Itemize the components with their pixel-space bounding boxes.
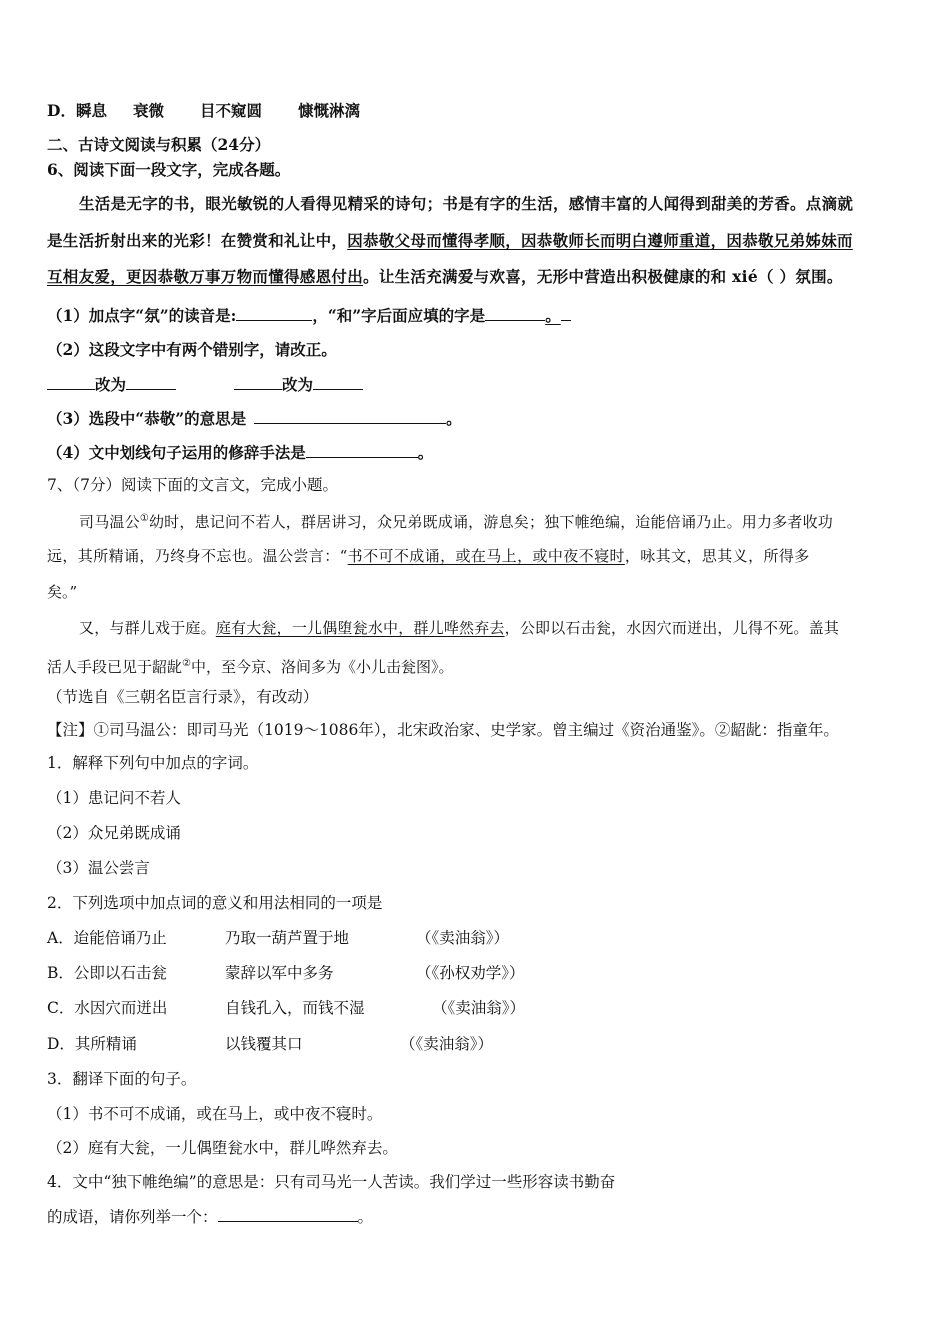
choice-option-b[interactable] <box>47 962 525 984</box>
text-span: 。让生活充满爱与欢喜，无形中营造出积极健康的和 xié（ ）氛围。 <box>363 267 843 286</box>
underlined-sentence: 互相友爱，更因恭敬万事万物而懂得感恩付出 <box>47 267 364 286</box>
change-label: 改为 <box>95 375 127 394</box>
text-span: ，咏其文，思其义，所得多 <box>624 547 810 565</box>
punct: 。 <box>545 306 561 325</box>
prev-option-d <box>47 100 360 122</box>
text-span: 幼时，患记问不若人，群居讲习，众兄弟既成诵，游息矣；独下帷绝编，迨能倍诵乃止。用力多者收功 <box>148 513 833 531</box>
option-source: （《卖油翁》） <box>432 999 526 1017</box>
option-source: （《孙权劝学》） <box>416 964 525 982</box>
answer-blank[interactable] <box>485 304 545 321</box>
option-d-label: D．瞬息 <box>47 101 107 120</box>
option-left: B．公即以石击瓮 <box>47 964 167 982</box>
section-title: 二、古诗文阅读与积累（24分） <box>47 135 271 154</box>
q6-paragraph-line <box>47 230 853 252</box>
footnote-mark: ② <box>182 658 191 669</box>
answer-blank[interactable] <box>313 373 363 390</box>
choice-option-a[interactable] <box>47 927 509 949</box>
answer-blank[interactable] <box>561 304 571 321</box>
sub-question-1: 1．解释下列句中加点的字词。 <box>47 754 259 772</box>
underlined-sentence: 书不可不成诵，或在马上，或中夜不寝时 <box>347 547 625 565</box>
text-span: 是生活折射出来的光彩！在赞赏和礼让中， <box>47 231 348 250</box>
q6-sub-4 <box>47 441 433 464</box>
q7-text-line: 矣。” <box>47 583 78 601</box>
choice-option-d[interactable] <box>47 1033 493 1055</box>
underlined-sentence: 因恭敬父母而懂得孝顺，因恭敬师长而明白遵师重道，因恭敬兄弟姊妹而 <box>347 231 853 250</box>
text-span: 又，与群儿戏于庭。 <box>79 619 216 637</box>
underlined-sentence: 庭有大瓮，一儿偶堕瓮水中，群儿哗然弃去 <box>215 619 505 637</box>
footnote-mark: ① <box>139 513 149 524</box>
option-right: 乃取一葫芦置于地 <box>225 929 350 947</box>
sub-question-text: （4）文中划线句子运用的修辞手法是 <box>47 443 306 462</box>
q7-text-line <box>47 545 810 567</box>
option-right: 以钱覆其口 <box>225 1035 303 1053</box>
question-7-title: 7、（7分）阅读下面的文言文，完成小题。 <box>47 476 338 494</box>
answer-blank[interactable] <box>47 373 95 390</box>
q7-text-line <box>79 617 839 639</box>
text-span: 司马温公 <box>79 513 140 531</box>
q6-paragraph-line: 生活是无字的书，眼光敏锐的人看得见精采的诗句；书是有字的生活，感情丰富的人闻得到甜美的芳香。点滴就 <box>79 194 854 213</box>
q7-text-line <box>79 508 833 533</box>
option-word: 目不窥圆 <box>199 101 262 120</box>
source-citation: （节选自《三朝名臣言行录》，有改动） <box>47 688 319 706</box>
punct: 。 <box>357 1208 374 1226</box>
punct: 。 <box>446 409 462 428</box>
q7-text-line <box>47 653 454 678</box>
answer-blank[interactable] <box>306 441 418 458</box>
sub-question-text: （3）选段中“恭敬”的意思是 <box>47 409 247 428</box>
q6-sub-3 <box>47 407 462 430</box>
q6-sub-1 <box>47 304 571 327</box>
answer-blank[interactable] <box>218 1205 358 1222</box>
option-source: （《卖油翁》） <box>400 1035 494 1053</box>
answer-blank[interactable] <box>254 407 446 424</box>
question-6-title: 6、阅读下面一段文字，完成各题。 <box>47 160 291 179</box>
sub-question-text: 的成语，请你列举一个： <box>47 1208 218 1226</box>
option-left: A．迨能倍诵乃止 <box>47 929 167 947</box>
answer-blank[interactable] <box>234 373 282 390</box>
sub-question-item: （1）书不可不成诵，或在马上，或中夜不寝时。 <box>47 1105 383 1123</box>
answer-blank[interactable] <box>236 304 312 321</box>
q6-paragraph-line <box>47 266 843 288</box>
punct: 。 <box>417 443 434 462</box>
sub-question-item: （2）庭有大瓮，一儿偶堕瓮水中，群儿哗然弃去。 <box>47 1139 398 1157</box>
answer-blank[interactable] <box>126 373 176 390</box>
sub-question-item: （2）众兄弟既成诵 <box>47 824 181 842</box>
sub-question-item: （1）患记问不若人 <box>47 789 181 807</box>
change-label: 改为 <box>282 375 314 394</box>
footnotes: 【注】①司马温公：即司马光（1019～1086年），北宋政治家、史学家。曾主编过《资治通鉴》。②龆龀：指童年。 <box>47 721 839 739</box>
option-word: 慷慨淋漓 <box>297 101 360 120</box>
sub-question-2: 2．下列选项中加点词的意义和用法相同的一项是 <box>47 894 383 912</box>
choice-option-c[interactable] <box>47 997 525 1019</box>
option-word: 衰微 <box>132 101 164 120</box>
option-source: （《卖油翁》） <box>416 929 510 947</box>
sub-question-4-cont <box>47 1205 373 1228</box>
text-span: 活人手段已见于龆龀 <box>47 658 183 676</box>
option-right: 自钱孔入，而钱不湿 <box>225 999 365 1017</box>
sub-question-3: 3．翻译下面的句子。 <box>47 1070 197 1088</box>
sub-question-4: 4．文中“独下帷绝编”的意思是：只有司马光一人苦读。我们学过一些形容读书勤奋 <box>47 1173 616 1191</box>
sub-question-text: ，“和”字后面应填的字是 <box>312 306 486 325</box>
text-span: ，公即以石击瓮，水因穴而迸出，儿得不死。盖其 <box>504 619 840 637</box>
option-left: D．其所精诵 <box>47 1035 137 1053</box>
option-left: C．水因穴而迸出 <box>47 999 168 1017</box>
q6-sub-2-answers <box>47 373 363 396</box>
text-span: 远，其所精诵，乃终身不忘也。温公尝言：“ <box>47 547 348 565</box>
q6-sub-2: （2）这段文字中有两个错别字，请改正。 <box>47 340 337 359</box>
sub-question-text: （1）加点字“氛”的读音是: <box>47 306 237 325</box>
option-right: 蒙辞以军中多务 <box>225 964 334 982</box>
sub-question-item: （3）温公尝言 <box>47 859 150 877</box>
text-span: 中，至今京、洛间多为《小儿击瓮图》。 <box>190 658 454 676</box>
